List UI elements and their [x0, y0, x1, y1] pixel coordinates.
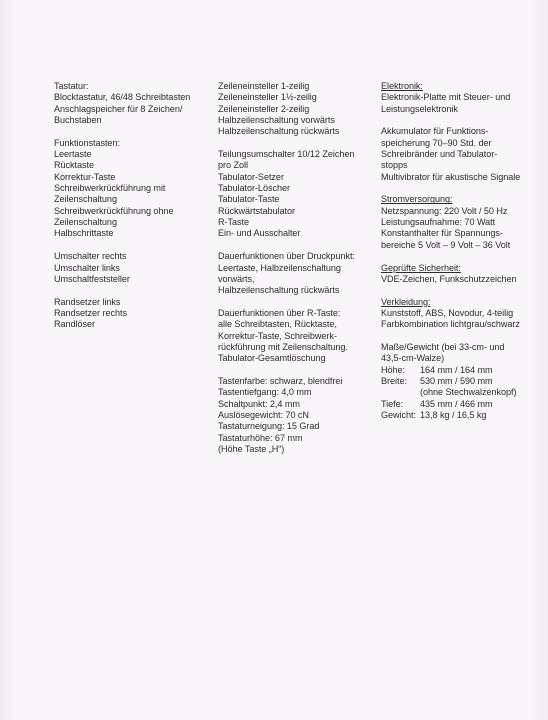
text-line: Leertaste	[54, 149, 92, 160]
text-line: (Höhe Taste „H“)	[218, 444, 285, 454]
text-line: Halbzeilenschaltung rückwärts	[218, 126, 340, 137]
text-line: Tabulator-Gesamtlöschung	[218, 353, 326, 364]
text-line: Multivibrator für akustische Signale	[381, 171, 521, 182]
text-line: Buchstaben	[54, 115, 102, 126]
text-line: 43,5-cm-Walze)	[381, 353, 445, 364]
text-line: Umschaltfeststeller	[54, 273, 130, 284]
section-tastatur	[54, 81, 214, 126]
text-line: Blocktastatur, 46/48 Schreibtasten	[54, 92, 191, 103]
heading-elektronik: Elektronik:	[381, 81, 423, 91]
section-tasten-eigenschaften	[218, 376, 378, 455]
text-line: Schreibwerkrückführung ohne	[54, 205, 174, 216]
heading-tastatur: Tastatur:	[54, 81, 89, 91]
text-line: Maße/Gewicht (bei 33-cm- und	[381, 341, 505, 352]
text-line: Schaltpunkt: 2,4 mm	[218, 398, 300, 409]
section-funktionstasten	[54, 138, 214, 240]
column-right	[381, 81, 541, 433]
text-line: Schreibwerkrückführung mit	[54, 183, 166, 194]
text-line: Tabulator-Löscher	[218, 183, 290, 194]
section-verkleidung	[381, 297, 541, 331]
text-line: Umschalter rechts	[54, 251, 127, 262]
text-line: Umschalter links	[54, 262, 120, 273]
text-line: Farbkombination lichtgrau/schwarz	[381, 319, 520, 330]
text-line: Ein- und Ausschalter	[218, 228, 301, 239]
text-line: Anschlagspeicher für 8 Zeichen/	[54, 103, 183, 114]
section-teilung-tabulator	[218, 149, 378, 240]
text-line: Tabulator-Setzer	[218, 171, 284, 182]
section-randsetzer	[54, 297, 214, 331]
text-line: Tastentiefgang: 4,0 mm	[218, 387, 312, 398]
section-stromversorgung	[381, 194, 541, 251]
text-line: R-Taste	[218, 217, 249, 228]
text-line: Zeileneinsteller 1½-zeilig	[218, 92, 317, 103]
text-line: Korrektur-Taste, Schreibwerk-	[218, 330, 337, 341]
text-line: Netzspannung: 220 Volt / 50 Hz	[381, 205, 508, 216]
text-line: Zeilenschaltung	[54, 194, 117, 205]
section-elektronik	[381, 81, 541, 115]
heading-verkleidung: Verkleidung:	[381, 296, 431, 307]
dimension-value: 13,8 kg / 16,5 kg	[420, 409, 487, 420]
text-line: rückführung mit Zeilenschaltung.	[218, 341, 348, 352]
text-line: Randsetzer links	[54, 296, 121, 307]
section-dauerfunktionen-r-taste	[218, 308, 378, 365]
dimension-value: 435 mm / 466 mm	[420, 398, 493, 409]
text-line: Kunststoff, ABS, Novodur, 4-teilig	[381, 307, 514, 318]
text-line: VDE-Zeichen, Funkschutzzeichen	[381, 273, 517, 284]
text-line: Zeileneinsteller 1-zeilig	[218, 81, 310, 91]
text-line: Korrektur-Taste	[54, 171, 116, 182]
section-sicherheit	[381, 263, 541, 286]
text-line: Leistungsaufnahme: 70 Watt	[381, 217, 496, 228]
heading-stromversorgung: Stromversorgung:	[381, 194, 453, 205]
column-middle	[218, 81, 378, 467]
text-line: Teilungsumschalter 10/12 Zeichen	[218, 149, 355, 160]
text-line: stopps	[381, 160, 408, 171]
dimension-label	[381, 387, 420, 398]
text-line: pro Zoll	[218, 160, 248, 171]
text-line: bereiche 5 Volt – 9 Volt – 36 Volt	[381, 239, 511, 250]
dimension-value: 530 mm / 590 mm	[420, 375, 493, 386]
heading-funktionstasten: Funktionstasten:	[54, 137, 120, 148]
dimension-label: Gewicht:	[381, 409, 416, 420]
text-line: Halbschrittaste	[54, 228, 114, 239]
column-left	[54, 81, 214, 342]
text-line: Rücktaste	[54, 160, 94, 171]
text-line: Elektronik-Platte mit Steuer- und	[381, 92, 511, 103]
section-dauerfunktionen-druckpunkt	[218, 251, 378, 296]
text-line: Akkumulator für Funktions-	[381, 126, 489, 137]
text-line: Randlöser	[54, 319, 96, 330]
text-line: Rückwärtstabulator	[218, 205, 295, 216]
text-line: Halbzeilenschaltung vorwärts	[218, 115, 335, 126]
text-line: Konstanthalter für Spannungs-	[381, 228, 503, 239]
dimension-label: Tiefe:	[381, 398, 404, 409]
text-line: Schreibränder und Tabulator-	[381, 149, 498, 160]
section-akkumulator	[381, 126, 541, 183]
text-line: Leistungselektronik	[381, 103, 458, 114]
dimension-label: Breite:	[381, 375, 407, 386]
text-line: Auslösegewicht: 70 cN	[218, 409, 309, 420]
text-line: Tastaturneigung: 15 Grad	[218, 421, 320, 432]
text-line: vorwärts,	[218, 273, 255, 284]
text-line: Leertaste, Halbzeilenschaltung	[218, 262, 341, 273]
section-zeileneinsteller	[218, 81, 378, 138]
text-line: Tastenfarbe: schwarz, blendfrei	[218, 375, 343, 386]
section-masse-gewicht	[381, 342, 541, 421]
dimension-label: Höhe:	[381, 364, 406, 375]
text-line: Tabulator-Taste	[218, 194, 280, 205]
text-line: Zeileneinsteller 2-zeilig	[218, 103, 310, 114]
dimension-value: 164 mm / 164 mm	[420, 364, 493, 375]
section-umschalter	[54, 251, 214, 285]
text-line: Dauerfunktionen über Druckpunkt:	[218, 251, 355, 262]
text-line: speicherung 70–90 Std. der	[381, 137, 492, 148]
dimensions-table	[381, 365, 541, 422]
text-line: alle Schreibtasten, Rücktaste,	[218, 319, 337, 330]
text-line: Zeilenschaltung	[54, 217, 117, 228]
dimension-value: (ohne Stechwalzenkopf)	[420, 387, 517, 398]
text-line: Dauerfunktionen über R-Taste:	[218, 307, 341, 318]
text-line: Randsetzer rechts	[54, 307, 127, 318]
text-line: Halbzeilenschaltung rückwärts	[218, 285, 340, 296]
text-line: Tastaturhöhe: 67 mm	[218, 432, 303, 443]
heading-sicherheit: Geprüfte Sicherheit:	[381, 262, 461, 273]
